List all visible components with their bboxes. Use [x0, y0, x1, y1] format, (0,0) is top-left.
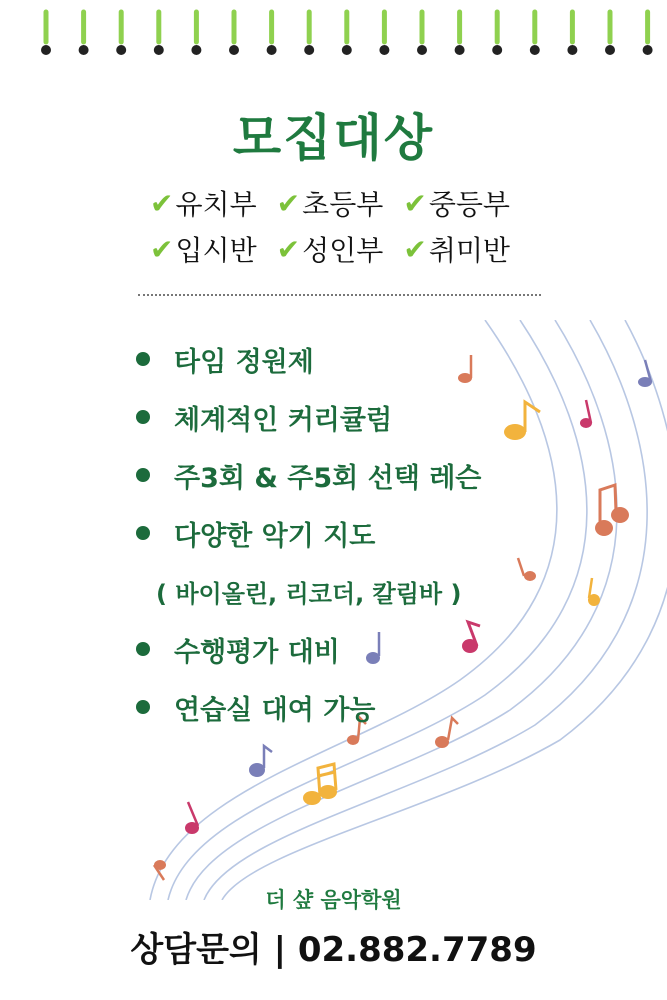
spiral-hole	[567, 45, 577, 55]
dotted-divider	[138, 294, 541, 296]
checkmark-icon: ✔	[276, 232, 301, 266]
target-row	[150, 226, 530, 272]
spiral-hole	[79, 45, 89, 55]
music-note-icon	[638, 360, 652, 387]
music-note-icon	[595, 485, 629, 536]
target-item: ✔ 중등부	[403, 186, 510, 221]
bullet-dot-icon	[136, 410, 150, 424]
spiral-hole	[530, 45, 540, 55]
music-note-icon	[303, 764, 337, 805]
spiral-hole	[229, 45, 239, 55]
page-title: 모집대상	[232, 109, 435, 167]
spiral-hole	[492, 45, 502, 55]
target-list	[150, 180, 530, 272]
academy-name: 더 샾 음악학원	[265, 888, 402, 912]
spiral-hole	[417, 45, 427, 55]
target-item: ✔ 성인부	[276, 232, 384, 267]
feature-list	[130, 330, 550, 736]
target-item: ✔ 유치부	[150, 186, 257, 221]
spiral-hole	[41, 45, 51, 55]
target-item: ✔ 입시반	[150, 232, 257, 267]
spiral-binding	[0, 8, 667, 68]
spiral-hole	[267, 45, 277, 55]
music-note-icon	[580, 400, 592, 428]
checkmark-icon: ✔	[150, 186, 174, 220]
spiral-hole	[342, 45, 352, 55]
music-note-icon	[588, 578, 600, 606]
target-item: ✔ 취미반	[403, 232, 510, 267]
checkmark-icon: ✔	[150, 232, 174, 266]
list-item: 주3회 & 주5회 선택 레슨	[130, 446, 550, 504]
target-item: ✔ 초등부	[276, 186, 384, 221]
bullet-dot-icon	[136, 700, 150, 714]
music-note-icon	[185, 802, 199, 834]
list-item-note: ( 바이올린, 리코더, 칼림바 )	[156, 579, 462, 608]
list-item: 다양한 악기 지도	[130, 504, 550, 562]
spiral-hole	[379, 45, 389, 55]
music-note-icon	[249, 746, 272, 777]
target-row	[150, 180, 530, 226]
music-note-icon	[154, 860, 166, 880]
spiral-hole	[605, 45, 615, 55]
spiral-hole	[455, 45, 465, 55]
bullet-dot-icon	[136, 526, 150, 540]
spiral-hole	[643, 45, 653, 55]
list-item: 연습실 대여 가능	[130, 678, 550, 736]
bullet-dot-icon	[136, 468, 150, 482]
bullet-dot-icon	[136, 352, 150, 366]
bullet-dot-icon	[136, 642, 150, 656]
contact-info: 상담문의 | 02.882.7789	[130, 930, 537, 970]
list-item: 타임 정원제	[130, 330, 550, 388]
checkmark-icon: ✔	[276, 186, 301, 220]
checkmark-icon: ✔	[403, 232, 427, 266]
spiral-hole	[191, 45, 201, 55]
spiral-hole	[304, 45, 314, 55]
list-item: 수행평가 대비	[130, 620, 550, 678]
spiral-hole	[154, 45, 164, 55]
list-item: 체계적인 커리큘럼	[130, 388, 550, 446]
checkmark-icon: ✔	[403, 186, 427, 220]
spiral-hole	[116, 45, 126, 55]
